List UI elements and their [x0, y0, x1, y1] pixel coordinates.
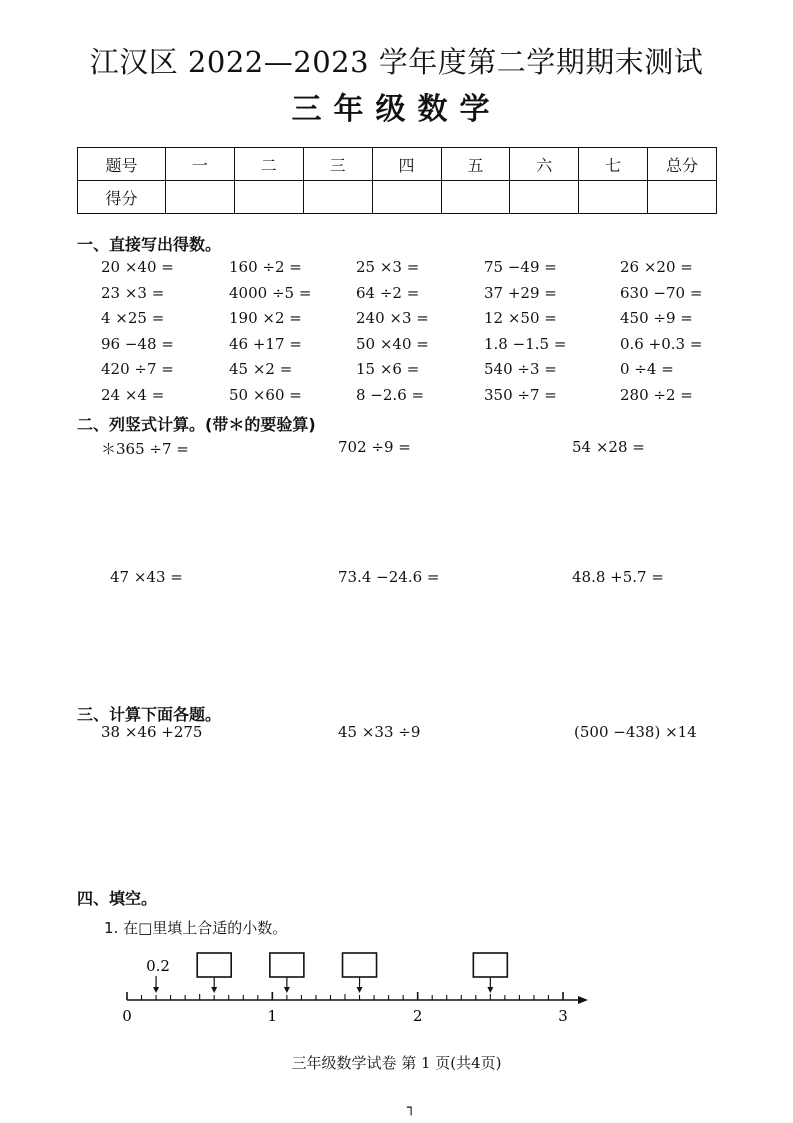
given-value-arrow: [153, 976, 159, 993]
arithmetic-problem: 630 −70 =: [620, 284, 703, 302]
table-cell: 六: [510, 148, 579, 181]
table-cell: 七: [579, 148, 648, 181]
arithmetic-problem: 0 ÷4 =: [620, 360, 674, 378]
table-cell: 四: [372, 148, 441, 181]
arithmetic-problem: 50 ×40 =: [356, 335, 429, 353]
arithmetic-problem: 64 ÷2 =: [356, 284, 420, 302]
fill-in-question: 1. 在□里填上合适的小数。: [104, 919, 288, 937]
number-line-tick-label: 1: [267, 1007, 278, 1025]
arithmetic-problem: 190 ×2 =: [229, 309, 302, 327]
table-cell: 三: [303, 148, 372, 181]
arithmetic-problem: 280 ÷2 =: [620, 386, 693, 404]
arithmetic-problem: 75 −49 =: [484, 258, 557, 276]
arithmetic-problem: 15 ×6 =: [356, 360, 420, 378]
vertical-calc-problem: 54 ×28 =: [572, 438, 645, 456]
arithmetic-problem: 8 −2.6 =: [356, 386, 425, 404]
section-3-heading: 三、计算下面各题。: [77, 705, 222, 724]
arithmetic-problem: 50 ×60 =: [229, 386, 302, 404]
answer-boxes: [197, 953, 507, 993]
arithmetic-problem: 23 ×3 =: [101, 284, 165, 302]
given-value-label: 0.2: [146, 957, 170, 975]
number-line-tick-label: 0: [122, 1007, 132, 1025]
arithmetic-problem: 12 ×50 =: [484, 309, 557, 327]
table-cell: 二: [234, 148, 303, 181]
exam-subtitle: 三年级数学: [291, 92, 502, 127]
arithmetic-problem: 4 ×25 =: [101, 309, 165, 327]
answer-box[interactable]: [270, 953, 304, 993]
section-2-heading: 二、列竖式计算。(带＊的要验算): [77, 415, 316, 434]
number-line-labels: [122, 1007, 568, 1025]
arithmetic-problem: 0.6 +0.3 =: [620, 335, 703, 353]
vertical-calc-problem: 73.4 −24.6 =: [338, 568, 440, 586]
table-cell: 五: [441, 148, 510, 181]
arithmetic-problem: 1.8 −1.5 =: [484, 335, 567, 353]
arithmetic-problem: 160 ÷2 =: [229, 258, 302, 276]
page-footer: 三年级数学试卷 第 1 页(共4页): [291, 1054, 502, 1072]
arithmetic-problem: 96 −48 =: [101, 335, 174, 353]
arithmetic-problem: 20 ×40 =: [101, 258, 174, 276]
number-line-arrowhead: [578, 996, 588, 1004]
number-line-ticks: [127, 992, 563, 1000]
arithmetic-problem: 25 ×3 =: [356, 258, 420, 276]
mixed-calc-problem: 45 ×33 ÷9: [338, 723, 421, 741]
arithmetic-problem: 540 ÷3 =: [484, 360, 557, 378]
mixed-calc-problem: (500 −438) ×14: [574, 723, 697, 741]
answer-box[interactable]: [197, 953, 231, 993]
arithmetic-problem: 37 +29 =: [484, 284, 557, 302]
vertical-calc-problem: 702 ÷9 =: [338, 438, 411, 456]
table-cell: 一: [166, 148, 235, 181]
arithmetic-problem: 46 +17 =: [229, 335, 302, 353]
arithmetic-problem: 240 ×3 =: [356, 309, 429, 327]
number-line-tick-label: 3: [558, 1007, 568, 1025]
arithmetic-problem: 45 ×2 =: [229, 360, 293, 378]
answer-box[interactable]: [343, 953, 377, 993]
mixed-calc-problem: 38 ×46 +275: [101, 723, 203, 741]
number-line-tick-label: 2: [412, 1007, 423, 1025]
section-1-heading: 一、直接写出得数。: [77, 235, 222, 254]
arithmetic-problem: 450 ÷9 =: [620, 309, 693, 327]
corner-mark: ┐: [407, 1100, 416, 1116]
arithmetic-problem: 26 ×20 =: [620, 258, 693, 276]
exam-title: 江汉区 2022—2023 学年度第二学期期末测试: [89, 45, 704, 79]
arithmetic-problem: 24 ×4 =: [101, 386, 165, 404]
section-4-heading: 四、填空。: [77, 889, 158, 908]
vertical-calc-problem: ＊365 ÷7 =: [101, 440, 189, 458]
answer-box[interactable]: [473, 953, 507, 993]
table-cell: 总分: [648, 148, 717, 181]
arithmetic-problem: 350 ÷7 =: [484, 386, 557, 404]
vertical-calc-problem: 48.8 +5.7 =: [572, 568, 664, 586]
table-cell: 得分: [78, 181, 166, 214]
arithmetic-problem: 420 ÷7 =: [101, 360, 174, 378]
table-cell: 题号: [78, 148, 166, 181]
arithmetic-problem: 4000 ÷5 =: [229, 284, 312, 302]
vertical-calc-problem: 47 ×43 =: [110, 568, 183, 586]
